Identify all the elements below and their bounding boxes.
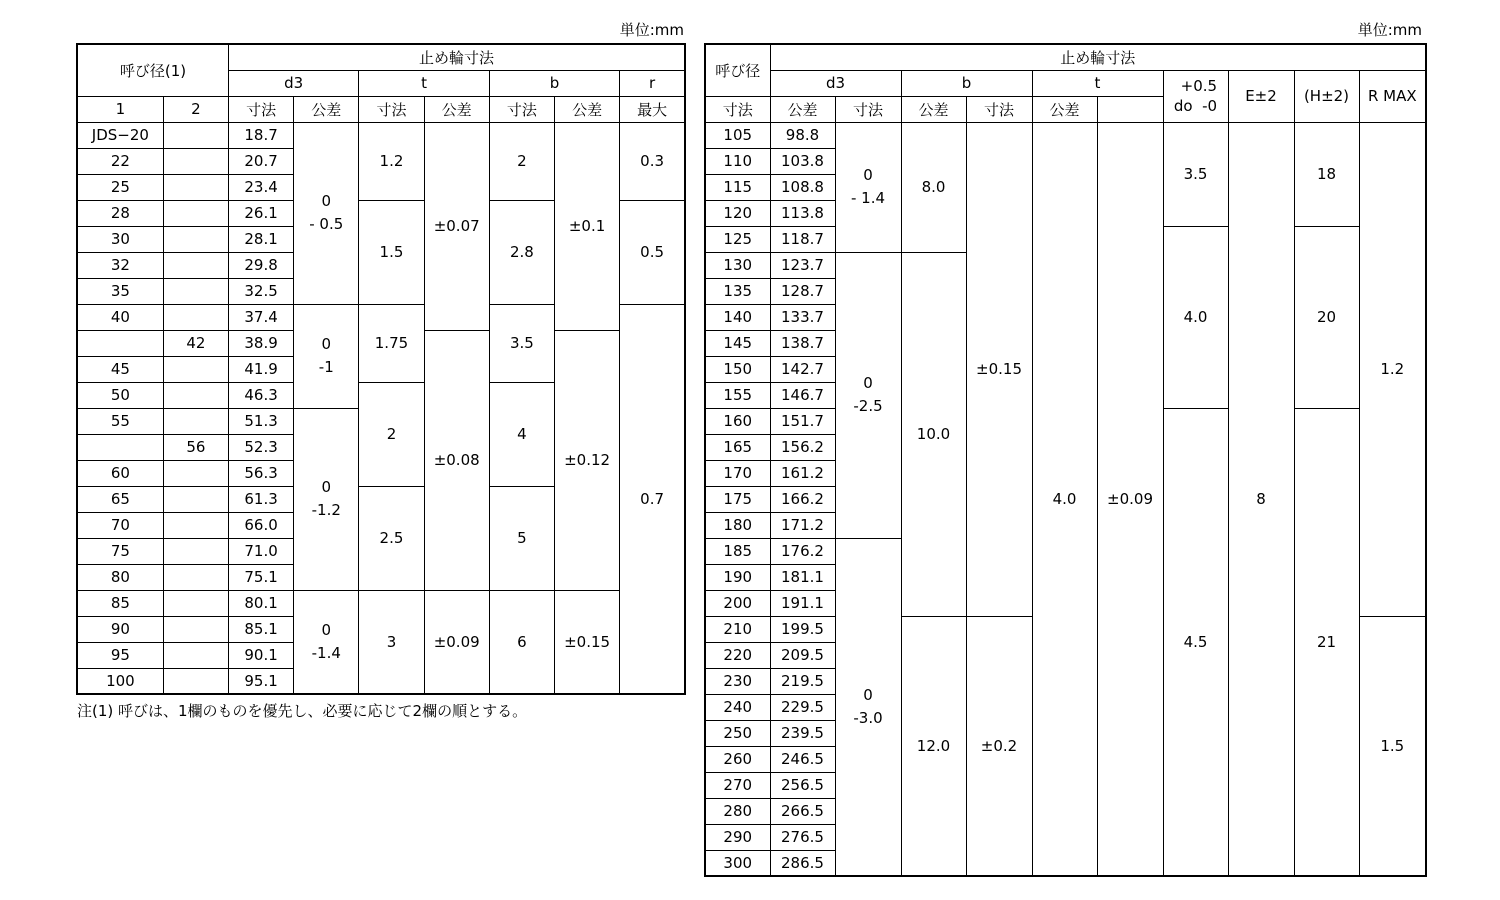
header-d3: d3 — [228, 70, 358, 96]
header-tol: 公差 — [1032, 96, 1097, 122]
nominal-2 — [163, 668, 228, 694]
d3-dimension: 229.5 — [770, 694, 835, 720]
header-tol: 公差 — [901, 96, 966, 122]
nominal-2 — [163, 278, 228, 304]
header-tol: 公差 — [424, 96, 489, 122]
nominal-2 — [163, 252, 228, 278]
d3-dimension: 176.2 — [770, 538, 835, 564]
d3-dimension: 71.0 — [228, 538, 293, 564]
d3-dimension: 90.1 — [228, 642, 293, 668]
nominal: 130 — [705, 252, 770, 278]
nominal: 125 — [705, 226, 770, 252]
d3-dimension: 246.5 — [770, 746, 835, 772]
nominal: 290 — [705, 824, 770, 850]
d3-dimension: 161.2 — [770, 460, 835, 486]
nominal-1: 60 — [77, 460, 163, 486]
b-dimension: 12.0 — [901, 616, 966, 876]
nominal-1: 70 — [77, 512, 163, 538]
d3-tolerance — [835, 122, 901, 252]
header-dim: 寸法 — [705, 96, 770, 122]
nominal: 220 — [705, 642, 770, 668]
r-max: 0.3 — [620, 122, 685, 200]
header-nominal: 呼び径(1) — [77, 44, 228, 96]
d3-dimension: 209.5 — [770, 642, 835, 668]
header-r-max: R MAX — [1359, 70, 1426, 122]
header-h: (H±2) — [1294, 70, 1359, 122]
b-tolerance: ±0.15 — [966, 122, 1032, 616]
b-dimension: 6 — [489, 590, 554, 694]
tolerance-lower: -1.4 — [311, 643, 341, 662]
nominal-2 — [163, 408, 228, 434]
b-dimension: 2.8 — [489, 200, 554, 304]
do-value: 4.0 — [1163, 226, 1228, 408]
d3-dimension: 108.8 — [770, 174, 835, 200]
header-dim: 寸法 — [228, 96, 293, 122]
nominal-2: 56 — [163, 434, 228, 460]
d3-dimension: 51.3 — [228, 408, 293, 434]
unit-label: 単位:mm — [619, 21, 684, 39]
nominal: 145 — [705, 330, 770, 356]
nominal-1: 80 — [77, 564, 163, 590]
do-value: 4.5 — [1163, 408, 1228, 876]
header-tol: 公差 — [770, 96, 835, 122]
table-row — [77, 122, 685, 148]
nominal: 140 — [705, 304, 770, 330]
d3-dimension: 61.3 — [228, 486, 293, 512]
nominal-1: 25 — [77, 174, 163, 200]
nominal-1: JDS−20 — [77, 122, 163, 148]
d3-dimension: 118.7 — [770, 226, 835, 252]
nominal-2 — [163, 564, 228, 590]
d3-dimension: 123.7 — [770, 252, 835, 278]
nominal-1: 50 — [77, 382, 163, 408]
d3-dimension: 113.8 — [770, 200, 835, 226]
header-t: t — [1032, 70, 1163, 96]
nominal-1: 85 — [77, 590, 163, 616]
d3-dimension: 41.9 — [228, 356, 293, 382]
tolerance-lower: - 0.5 — [309, 215, 344, 233]
header-col-1: 1 — [77, 96, 163, 122]
nominal: 260 — [705, 746, 770, 772]
d3-dimension: 276.5 — [770, 824, 835, 850]
nominal: 105 — [705, 122, 770, 148]
do-plus-tolerance: +0.5 — [1180, 77, 1218, 95]
nominal: 120 — [705, 200, 770, 226]
do-value: 3.5 — [1163, 122, 1228, 226]
r-max: 1.2 — [1359, 122, 1426, 616]
t-dimension: 3 — [359, 590, 424, 694]
retaining-ring-table-small — [76, 43, 686, 695]
d3-dimension: 266.5 — [770, 798, 835, 824]
b-dimension: 8.0 — [901, 122, 966, 252]
header-b: b — [489, 70, 619, 96]
h-value: 20 — [1294, 226, 1359, 408]
nominal-2 — [163, 512, 228, 538]
nominal-1 — [77, 330, 163, 356]
nominal-1: 75 — [77, 538, 163, 564]
nominal-2 — [163, 538, 228, 564]
nominal: 165 — [705, 434, 770, 460]
d3-dimension: 219.5 — [770, 668, 835, 694]
nominal-2 — [163, 460, 228, 486]
nominal: 280 — [705, 798, 770, 824]
header-col-2: 2 — [163, 96, 228, 122]
d3-tolerance — [294, 304, 359, 408]
nominal-2 — [163, 590, 228, 616]
tolerance-upper: 0 — [321, 192, 332, 210]
nominal-2 — [163, 356, 228, 382]
d3-dimension: 103.8 — [770, 148, 835, 174]
d3-dimension: 128.7 — [770, 278, 835, 304]
tolerance-upper: 0 — [321, 478, 332, 496]
nominal-2: 42 — [163, 330, 228, 356]
header-do — [1163, 70, 1228, 122]
d3-dimension: 37.4 — [228, 304, 293, 330]
d3-dimension: 46.3 — [228, 382, 293, 408]
nominal-1: 95 — [77, 642, 163, 668]
r-max: 1.5 — [1359, 616, 1426, 876]
d3-dimension: 156.2 — [770, 434, 835, 460]
table-row — [705, 122, 1426, 148]
d3-dimension: 239.5 — [770, 720, 835, 746]
d3-dimension: 191.1 — [770, 590, 835, 616]
tolerance-lower: -1.2 — [311, 501, 341, 519]
d3-dimension: 29.8 — [228, 252, 293, 278]
d3-tolerance — [835, 252, 901, 538]
d3-dimension: 32.5 — [228, 278, 293, 304]
b-dimension: 2 — [489, 122, 554, 200]
nominal: 135 — [705, 278, 770, 304]
b-dimension: 10.0 — [901, 252, 966, 616]
d3-dimension: 95.1 — [228, 668, 293, 694]
d3-tolerance — [294, 408, 359, 590]
d3-dimension: 23.4 — [228, 174, 293, 200]
nominal-1: 40 — [77, 304, 163, 330]
nominal: 180 — [705, 512, 770, 538]
nominal: 155 — [705, 382, 770, 408]
nominal: 240 — [705, 694, 770, 720]
t-dimension: 2 — [359, 382, 424, 486]
header-group: 止め輪寸法 — [770, 44, 1426, 70]
nominal: 150 — [705, 356, 770, 382]
d3-dimension: 146.7 — [770, 382, 835, 408]
d3-dimension: 199.5 — [770, 616, 835, 642]
nominal-2 — [163, 226, 228, 252]
nominal-1: 45 — [77, 356, 163, 382]
d3-dimension: 286.5 — [770, 850, 835, 876]
nominal: 190 — [705, 564, 770, 590]
header-group: 止め輪寸法 — [228, 44, 685, 70]
h-value: 18 — [1294, 122, 1359, 226]
header-dim: 寸法 — [359, 96, 424, 122]
t-tolerance: ±0.08 — [424, 330, 489, 590]
t-dimension: 1.5 — [359, 200, 424, 304]
tolerance-upper: 0 — [863, 166, 873, 184]
nominal-1: 55 — [77, 408, 163, 434]
d3-dimension: 151.7 — [770, 408, 835, 434]
t-dimension: 4.0 — [1032, 122, 1097, 876]
nominal: 115 — [705, 174, 770, 200]
header-t: t — [359, 70, 489, 96]
nominal: 300 — [705, 850, 770, 876]
nominal-2 — [163, 148, 228, 174]
tolerance-lower: -3.0 — [853, 708, 883, 727]
do-minus-tolerance: -0 — [1202, 97, 1218, 115]
nominal-2 — [163, 200, 228, 226]
nominal-1: 28 — [77, 200, 163, 226]
b-tolerance: ±0.12 — [554, 330, 619, 590]
nominal: 270 — [705, 772, 770, 798]
header-dim: 寸法 — [489, 96, 554, 122]
d3-dimension: 181.1 — [770, 564, 835, 590]
tolerance-lower: - 1.4 — [850, 189, 886, 207]
t-dimension: 2.5 — [359, 486, 424, 590]
d3-tolerance — [835, 538, 901, 876]
nominal-1: 35 — [77, 278, 163, 304]
d3-dimension: 133.7 — [770, 304, 835, 330]
b-dimension: 5 — [489, 486, 554, 590]
d3-dimension: 26.1 — [228, 200, 293, 226]
nominal: 170 — [705, 460, 770, 486]
d3-dimension: 75.1 — [228, 564, 293, 590]
d3-dimension: 256.5 — [770, 772, 835, 798]
nominal-2 — [163, 304, 228, 330]
tolerance-upper: 0 — [863, 374, 873, 392]
t-tolerance: ±0.07 — [424, 122, 489, 330]
retaining-ring-table-large — [704, 43, 1427, 877]
nominal: 250 — [705, 720, 770, 746]
header-r: r — [620, 70, 685, 96]
d3-dimension: 52.3 — [228, 434, 293, 460]
tolerance-upper: 0 — [321, 620, 332, 639]
header-max: 最大 — [620, 96, 685, 122]
nominal-2 — [163, 642, 228, 668]
t-tolerance: ±0.09 — [424, 590, 489, 694]
nominal-1: 100 — [77, 668, 163, 694]
nominal-1 — [77, 434, 163, 460]
d3-dimension: 142.7 — [770, 356, 835, 382]
header-tol: 公差 — [554, 96, 619, 122]
header-tol: 公差 — [294, 96, 359, 122]
d3-dimension: 66.0 — [228, 512, 293, 538]
nominal-2 — [163, 486, 228, 512]
table-row — [77, 590, 685, 616]
d3-dimension: 28.1 — [228, 226, 293, 252]
t-tolerance: ±0.09 — [1097, 122, 1163, 876]
do-label: do — [1173, 97, 1193, 115]
tolerance-lower: -1 — [318, 358, 334, 376]
footnote: 注(1) 呼びは、1欄のものを優先し、必要に応じて2欄の順とする。 — [77, 702, 528, 720]
nominal-2 — [163, 122, 228, 148]
nominal: 160 — [705, 408, 770, 434]
nominal: 185 — [705, 538, 770, 564]
d3-tolerance — [294, 122, 359, 304]
nominal: 200 — [705, 590, 770, 616]
tolerance-upper: 0 — [321, 335, 332, 353]
header-e: E±2 — [1228, 70, 1294, 122]
nominal: 210 — [705, 616, 770, 642]
d3-dimension: 138.7 — [770, 330, 835, 356]
d3-dimension: 98.8 — [770, 122, 835, 148]
d3-dimension: 20.7 — [228, 148, 293, 174]
nominal-2 — [163, 382, 228, 408]
tolerance-upper: 0 — [863, 685, 873, 704]
d3-dimension: 18.7 — [228, 122, 293, 148]
header-dim: 寸法 — [966, 96, 1032, 122]
d3-dimension: 166.2 — [770, 486, 835, 512]
r-max: 0.7 — [620, 304, 685, 694]
d3-dimension: 56.3 — [228, 460, 293, 486]
h-value: 21 — [1294, 408, 1359, 876]
t-dimension: 1.2 — [359, 122, 424, 200]
header-nominal: 呼び径 — [705, 44, 770, 96]
d3-tolerance — [294, 590, 359, 694]
nominal-1: 65 — [77, 486, 163, 512]
nominal: 110 — [705, 148, 770, 174]
d3-dimension: 171.2 — [770, 512, 835, 538]
b-dimension: 4 — [489, 382, 554, 486]
e-value: 8 — [1228, 122, 1294, 876]
d3-dimension: 80.1 — [228, 590, 293, 616]
header-b: b — [901, 70, 1032, 96]
nominal-1: 32 — [77, 252, 163, 278]
nominal-1: 22 — [77, 148, 163, 174]
nominal-1: 90 — [77, 616, 163, 642]
header-d3: d3 — [770, 70, 901, 96]
b-tolerance: ±0.1 — [554, 122, 619, 330]
nominal-2 — [163, 174, 228, 200]
unit-label: 単位:mm — [1357, 21, 1422, 39]
nominal-2 — [163, 616, 228, 642]
d3-dimension: 38.9 — [228, 330, 293, 356]
b-tolerance: ±0.2 — [966, 616, 1032, 876]
d3-dimension: 85.1 — [228, 616, 293, 642]
header-dim: 寸法 — [835, 96, 901, 122]
nominal: 175 — [705, 486, 770, 512]
b-tolerance: ±0.15 — [554, 590, 619, 694]
nominal-1: 30 — [77, 226, 163, 252]
t-dimension: 1.75 — [359, 304, 424, 382]
tolerance-lower: -2.5 — [853, 397, 883, 415]
b-dimension: 3.5 — [489, 304, 554, 382]
r-max: 0.5 — [620, 200, 685, 304]
nominal: 230 — [705, 668, 770, 694]
